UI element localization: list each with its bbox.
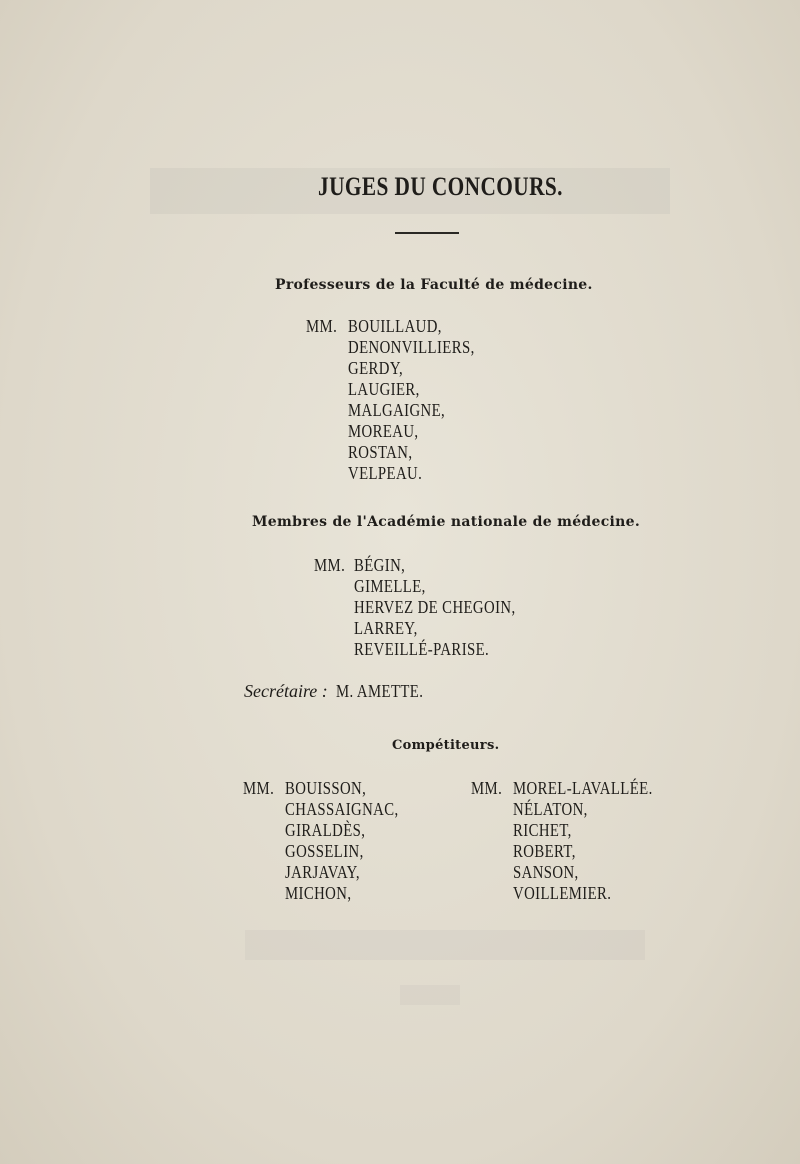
competitor-name: GIRALDÈS, (285, 820, 366, 840)
competitor-name: MICHON, (285, 883, 352, 903)
competitor-name: CHASSAIGNAC, (285, 799, 399, 819)
competitors-left-prefix: MM. (243, 778, 275, 798)
academy-name: BÉGIN, (354, 555, 406, 575)
academy-prefix: MM. (314, 555, 346, 575)
faculty-name: ROSTAN, (348, 442, 413, 462)
faculty-name: LAUGIER, (348, 379, 420, 399)
competitors-right-prefix: MM. (471, 778, 503, 798)
faculty-name: DENONVILLIERS, (348, 337, 475, 357)
competitor-name: JARJAVAY, (285, 862, 360, 882)
competitor-name: NÉLATON, (513, 799, 588, 819)
competitor-name: BOUISSON, (285, 778, 367, 798)
page-title: JUGES DU CONCOURS. (318, 172, 563, 201)
faculty-name: VELPEAU. (348, 463, 423, 483)
academy-name: HERVEZ DE CHEGOIN, (354, 597, 516, 617)
faculty-name: GERDY, (348, 358, 404, 378)
academy-names-list (354, 555, 551, 660)
faculty-name: MALGAIGNE, (348, 400, 446, 420)
competitor-name: GOSSELIN, (285, 841, 364, 861)
competitors-heading: Compétiteurs. (392, 738, 500, 753)
academy-name: LARREY, (354, 618, 418, 638)
competitor-name: ROBERT, (513, 841, 576, 861)
competitor-name: SANSON, (513, 862, 579, 882)
competitors-left-list (285, 778, 424, 904)
competitor-name: MOREL-LAVALLÉE. (513, 778, 653, 798)
faculty-heading: Professeurs de la Faculté de médecine. (275, 277, 593, 293)
secretary-label: Secrétaire : (244, 681, 328, 701)
competitor-name: VOILLEMIER. (513, 883, 612, 903)
faculty-name: BOUILLAUD, (348, 316, 442, 336)
competitors-right-list (513, 778, 683, 904)
competitor-name: RICHET, (513, 820, 572, 840)
academy-name: REVEILLÉ-PARISE. (354, 639, 490, 659)
show-through-block-2 (245, 930, 645, 960)
title-rule (395, 232, 459, 234)
academy-heading: Membres de l'Académie nationale de médecine. (252, 514, 641, 530)
secretary-line (244, 681, 443, 702)
secretary-name: M. AMETTE. (336, 681, 424, 701)
faculty-prefix: MM. (306, 316, 338, 336)
show-through-block-3 (400, 985, 460, 1005)
faculty-name: MOREAU, (348, 421, 419, 441)
faculty-names-list (348, 316, 502, 484)
academy-name: GIMELLE, (354, 576, 426, 596)
